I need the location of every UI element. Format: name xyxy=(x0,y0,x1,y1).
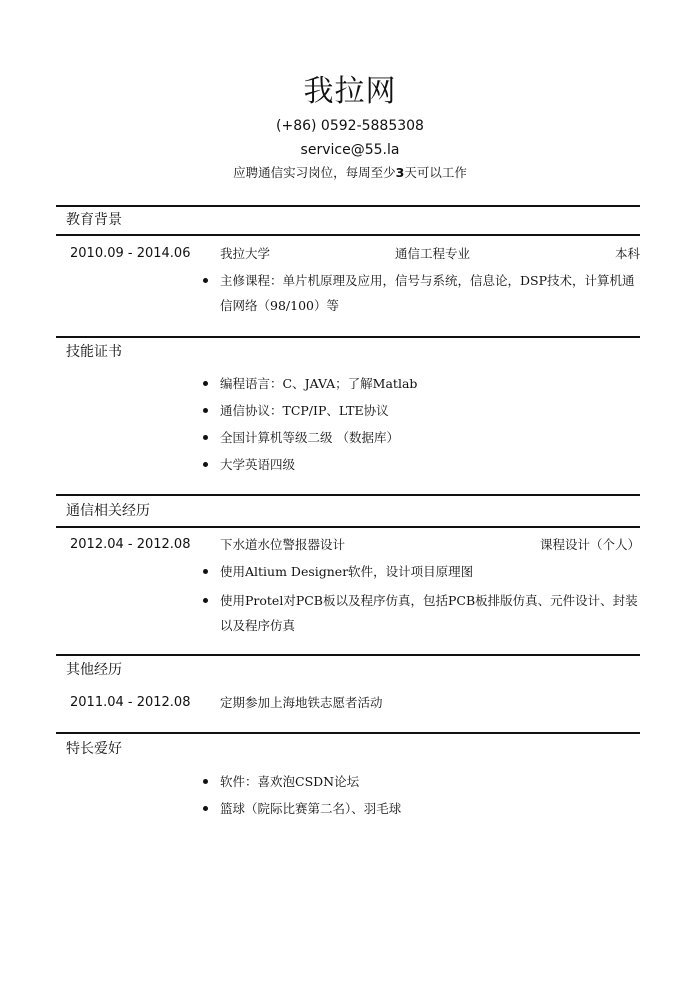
list-item xyxy=(200,796,640,821)
objective-text-before: 应聘通信实习岗位，每周至少 xyxy=(233,165,396,180)
hobby-text: 软件：喜欢泡CSDN论坛 xyxy=(220,774,360,789)
section-divider xyxy=(56,654,640,656)
section-divider xyxy=(56,494,640,496)
bullet-icon xyxy=(203,779,208,784)
experience-text: 使用Protel对PCB板以及程序仿真，包括PCB板排版仿真、元件设计、封装以及程序仿真 xyxy=(220,593,638,633)
section-divider xyxy=(56,234,640,236)
list-item xyxy=(200,588,640,638)
education-major: 通信工程专业 xyxy=(395,246,471,261)
bullet-icon xyxy=(203,278,208,283)
section-title-education: 教育背景 xyxy=(66,212,122,228)
job-objective xyxy=(0,163,700,183)
skill-text: 大学英语四级 xyxy=(220,457,296,472)
skills-bullet-list xyxy=(200,371,640,477)
experience-type: 课程设计（个人） xyxy=(539,537,640,552)
experience-project: 下水道水位警报器设计 xyxy=(220,537,346,552)
list-item xyxy=(200,398,640,423)
hobbies-bullet-list xyxy=(200,769,640,821)
list-item xyxy=(200,559,640,584)
other-date: 2011.04 - 2012.08 xyxy=(70,695,191,710)
list-item xyxy=(200,371,640,396)
other-activity: 定期参加上海地铁志愿者活动 xyxy=(220,695,383,710)
bullet-icon xyxy=(203,408,208,413)
objective-emphasis: 3 xyxy=(395,165,405,180)
bullet-icon xyxy=(203,435,208,440)
list-item xyxy=(200,452,640,477)
section-title-hobbies: 特长爱好 xyxy=(66,741,122,757)
education-bullet-list xyxy=(200,268,640,318)
section-divider xyxy=(56,336,640,338)
experience-date: 2012.04 - 2012.08 xyxy=(70,537,191,552)
bullet-icon xyxy=(203,462,208,467)
list-item xyxy=(200,425,640,450)
skill-text: 全国计算机等级二级 （数据库） xyxy=(220,430,399,445)
education-degree: 本科 xyxy=(614,246,640,261)
bullet-icon xyxy=(203,806,208,811)
section-divider xyxy=(56,732,640,734)
email-address: service@55.la xyxy=(300,142,400,158)
section-divider xyxy=(56,526,640,528)
skill-text: 通信协议：TCP/IP、LTE协议 xyxy=(220,403,389,418)
section-title-other: 其他经历 xyxy=(66,662,122,678)
experience-text: 使用Altium Designer软件，设计项目原理图 xyxy=(220,564,474,579)
education-school: 我拉大学 xyxy=(220,246,271,261)
objective-text-after: 天可以工作 xyxy=(404,165,467,180)
phone-number: (+86) 0592-5885308 xyxy=(276,118,424,134)
bullet-icon xyxy=(203,598,208,603)
course-list: 主修课程：单片机原理及应用，信号与系统，信息论，DSP技术，计算机通信网络（98/100）等 xyxy=(220,273,635,313)
skill-text: 编程语言：C、JAVA；了解Matlab xyxy=(220,376,418,391)
section-title-experience: 通信相关经历 xyxy=(66,503,150,519)
section-title-skills: 技能证书 xyxy=(66,344,122,360)
experience-bullet-list xyxy=(200,559,640,638)
candidate-name: 我拉网 xyxy=(303,74,397,109)
hobby-text: 篮球（院际比赛第二名）、羽毛球 xyxy=(220,801,402,816)
list-item xyxy=(200,769,640,794)
list-item xyxy=(200,268,640,318)
section-divider xyxy=(56,205,640,207)
bullet-icon xyxy=(203,569,208,574)
bullet-icon xyxy=(203,381,208,386)
education-date: 2010.09 - 2014.06 xyxy=(70,246,191,261)
